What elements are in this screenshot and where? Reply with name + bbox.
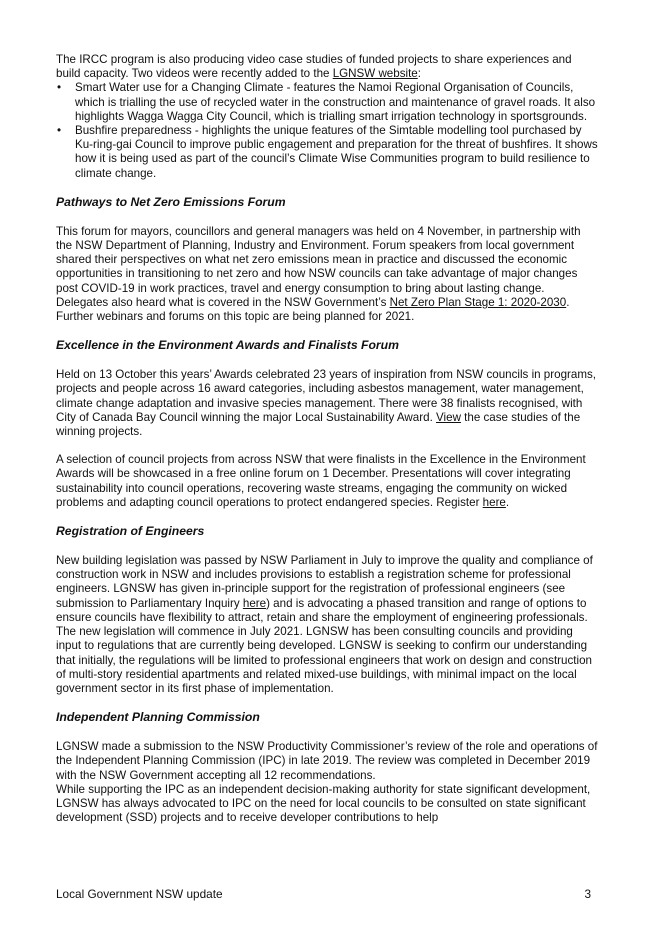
intro-tail: : xyxy=(417,67,421,81)
video-list xyxy=(56,81,598,180)
ipc-heading: Independent Planning Commission xyxy=(56,710,260,725)
awards-text: Held on 13 October this years’ Awards celebrated 23 years of inspiration from NSW councils in programs, projects and people across 16 award categories, including asbestos management, water management, climate change adaptation and invasive species management. There were 38 finalists recognised, with City of Canada Bay Council winning the major Local Sustainability Award. xyxy=(56,368,596,424)
net-zero-text: This forum for mayors, councillors and general managers was held on 4 November, in partnership with the NSW Department of Planning, Industry and Environment. Forum speakers from local government shared their perspectives on what net zero emissions mean in practice and discussed the economic opportunities in transitioning to net zero and how NSW councils can take advantage of major changes post COVID-19 in work practices, travel and energy consumption to bring about lasting change. Delegates also heard what is covered in the NSW Government’s xyxy=(56,224,581,309)
page-footer xyxy=(56,887,591,901)
awards-paragraph xyxy=(56,368,598,439)
list-item xyxy=(56,124,598,181)
net-zero-tail: . Further webinars and forums on this topic are being planned for 2021. xyxy=(56,295,570,324)
bullet-icon: • xyxy=(57,124,62,138)
engineers-tail: ) and is advocating a phased transition and range of options to ensure councils have flexibility to attract, retain and share the employment of engineering professionals. The new legislation will commence in July 2021. LGNSW has been consulting councils and providing input to regulations that are currently being developed. LGNSW is seeking to confirm our understanding that initially, the regulations will be limited to professional engineers that work on design and construction of multi-story residential apartments and related mixed-use buildings, with minimal impact on the local government sector in its first phase of implementation. xyxy=(56,596,592,695)
ipc-paragraph-2: While supporting the IPC as an independent decision-making authority for state significant development, LGNSW has always advocated to IPC on the need for local councils to be consulted on state significant development (SSD) projects and to receive developer contributions to help xyxy=(56,782,591,825)
footer-title: Local Government NSW update xyxy=(56,887,223,901)
bullet-text: Bushfire preparedness - highlights the unique features of the Simtable modelling tool purchased by Ku-ring-gai Council to improve public engagement and preparation for the threat of bushfires. It shows how it is being used as part of the council’s Climate Wise Communities program to build resilience to climate change. xyxy=(75,124,598,180)
document-page xyxy=(56,53,598,825)
lgnsw-website-link[interactable]: LGNSW website xyxy=(332,67,418,81)
list-item xyxy=(56,81,598,124)
intro-paragraph xyxy=(56,53,598,81)
awards-heading: Excellence in the Environment Awards and Finalists Forum xyxy=(56,338,399,353)
view-case-studies-link[interactable]: View xyxy=(436,410,461,424)
ipc-paragraph-1: LGNSW made a submission to the NSW Productivity Commissioner’s review of the role and operations of the Independent Planning Commission (IPC) in late 2019. The review was completed in December 2019 with the NSW Government accepting all 12 recommendations. xyxy=(56,740,598,782)
submission-here-link[interactable]: here xyxy=(242,596,267,610)
bullet-text: Smart Water use for a Changing Climate - features the Namoi Regional Organisation of Councils, which is trialling the use of recycled water in the construction and maintenance of gravel roads. It also highlights Wagga Wagga City Council, which is trialling smart irrigation technology in sportsgrounds. xyxy=(75,81,596,123)
net-zero-heading: Pathways to Net Zero Emissions Forum xyxy=(56,194,286,209)
page-number: 3 xyxy=(584,887,591,901)
finalists-forum-text: A selection of council projects from across NSW that were finalists in the Excellence in the Environment Awards will be showcased in a free online forum on 1 December. Presentations will cover integrating sustainability into council operations, recovering waste streams, engaging the community on wicked problems and adapting council operations to protect endangered species. Register xyxy=(56,453,586,509)
bullet-icon: • xyxy=(57,81,62,95)
engineers-paragraph xyxy=(56,554,598,696)
awards-tail: the case studies of the winning projects. xyxy=(56,410,581,439)
engineers-heading: Registration of Engineers xyxy=(56,524,205,539)
finalists-forum-tail: . xyxy=(505,495,510,509)
net-zero-plan-link[interactable]: Net Zero Plan Stage 1: 2020-2030 xyxy=(389,295,567,309)
engineers-text: New building legislation was passed by NSW Parliament in July to improve the quality and compliance of construction work in NSW and includes provisions to establish a registration scheme for professional engineers. LGNSW has given in-principle support for the registration of professional engineers (see submission to Parliamentary Inquiry xyxy=(56,554,593,610)
intro-text: The IRCC program is also producing video case studies of funded projects to share experiences and build capacity. Two videos were recently added to the xyxy=(56,53,572,81)
register-here-link[interactable]: here xyxy=(482,495,506,509)
net-zero-paragraph xyxy=(56,225,598,324)
finalists-forum-paragraph xyxy=(56,453,598,510)
